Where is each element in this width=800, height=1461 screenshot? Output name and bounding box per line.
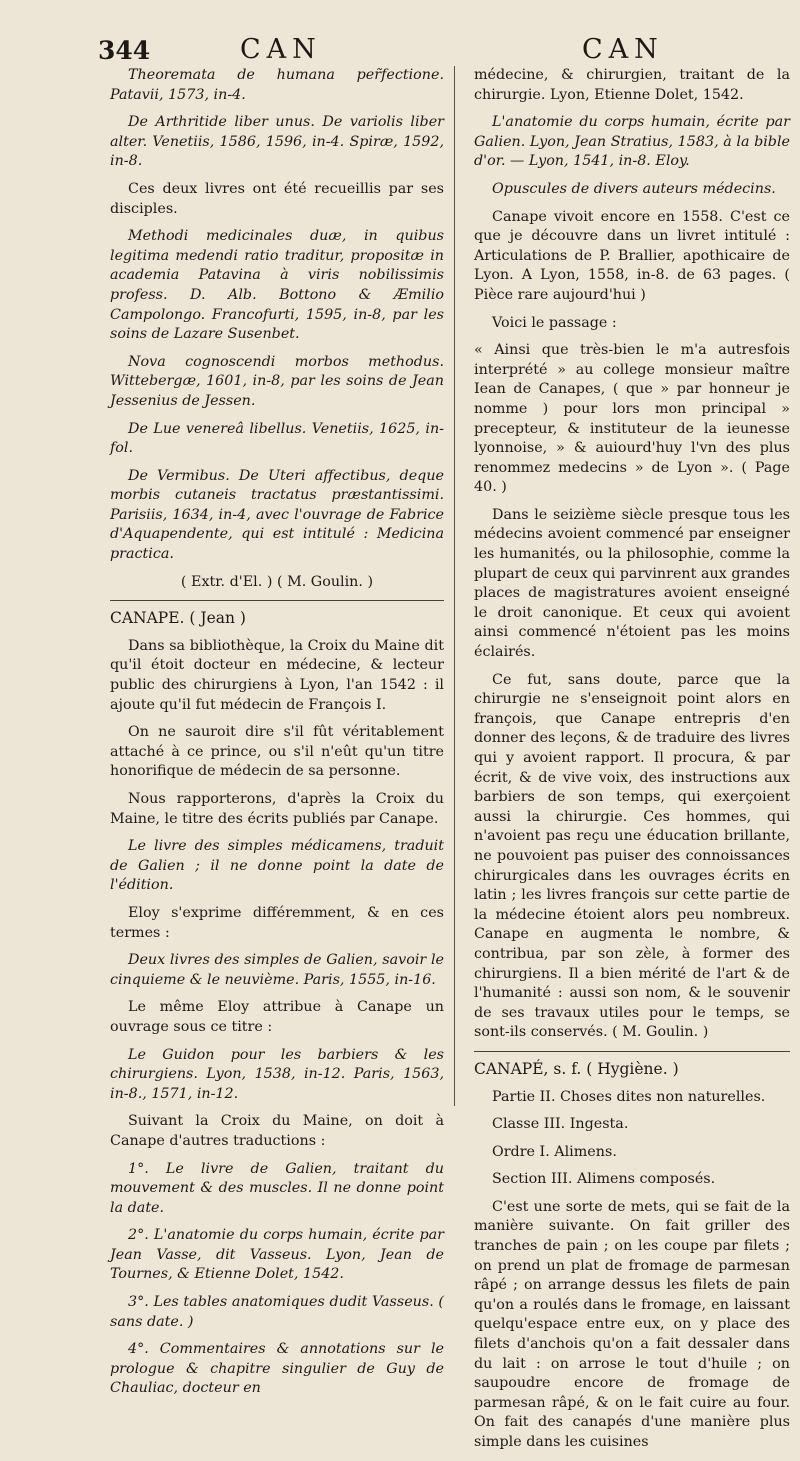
paragraph: Theoremata de humana per̃fectione. Patavii, 1573, in-4. <box>110 67 444 103</box>
list-item: 4°. Commentaires & annotations sur le prologue & chapitre singulier de Guy de Chauliac, docteur en <box>110 1341 444 1397</box>
paragraph: Methodi medicinales duæ, in quibus legitima medendi ratio traditur, propositæ in academia Patavina à viris nobilissimis profess. D. Alb. Bottono & Æmilio Campolongo. Francofurti, 1595, in-8, par les soins de Lazare Susenbet. <box>110 228 444 343</box>
paragraph: Voici le passage : <box>492 314 617 331</box>
paragraph: Le Guidon pour les barbiers & les chirurgiens. Lyon, 1538, in-12. Paris, 1563, in-8., 1571, in-12. <box>110 1046 444 1102</box>
running-head-left: CAN <box>240 34 322 65</box>
list-item: 1°. Le livre de Galien, traitant du mouvement & des muscles. Il ne donne point la date. <box>110 1160 444 1216</box>
section-rule <box>110 600 444 601</box>
classification-line: Ordre I. Alimens. <box>492 1143 617 1160</box>
quotation: « Ainsi que très-bien le m'a autresfois interprété » au college monsieur maître Iean de Canapes, ( que » par honneur je nomme ) pour lors mon principal » precepteur, & instituteur de la ieunesse lyonnoise, » & auiourd'huy l'vn des plus renommez medecins » de Lyon ». ( Page 40. ) <box>474 342 790 496</box>
left-column <box>110 66 444 1407</box>
paragraph: Nous rapporterons, d'après la Croix du Maine, le titre des écrits publiés par Canape. <box>110 791 444 827</box>
classification-line: Classe III. Ingesta. <box>492 1116 629 1133</box>
entry-heading-canape-jean: CANAPE. ( Jean ) <box>110 609 246 628</box>
source-citation: ( Extr. d'El. ) ( M. Goulin. ) <box>180 573 374 590</box>
column-divider <box>454 66 455 1106</box>
right-column <box>474 66 790 1461</box>
paragraph: De Vermibus. De Uteri affectibus, deque morbis cutaneis tractatus præstantissimi. Parisiis, 1634, in-4, avec l'ouvrage de Fabrice d'Aquapendente, qui est intitulé : Medicina practica. <box>110 467 444 563</box>
page-header <box>0 28 800 68</box>
paragraph: Suivant la Croix du Maine, on doit à Canape d'autres traductions : <box>110 1113 444 1149</box>
paragraph: Opuscules de divers auteurs médecins. <box>492 180 776 197</box>
classification-line: Section III. Alimens composés. <box>492 1171 716 1188</box>
paragraph: On ne sauroit dire s'il fût véritablement attaché à ce prince, ou s'il n'eût qu'un titre honorifique de médecin de sa personne. <box>110 724 444 780</box>
paragraph: Le livre des simples médicamens, traduit de Galien ; il ne donne point la date de l'édition. <box>110 838 444 894</box>
paragraph: Ces deux livres ont été recueillis par ses disciples. <box>110 180 444 217</box>
paragraph: Canape vivoit encore en 1558. C'est ce que je découvre dans un livret intitulé : Articulations de P. Brallier, apothicaire de Lyon. A Lyon, 1558, in-8. de 63 pages. ( Pièce rare aujourd'hui ) <box>474 208 790 303</box>
paragraph: Le même Eloy attribue à Canape un ouvrage sous ce titre : <box>110 999 444 1035</box>
paragraph: De Lue venereâ libellus. Venetiis, 1625, in-fol. <box>110 420 444 457</box>
paragraph: Eloy s'exprime différemment, & en ces termes : <box>110 904 444 941</box>
paragraph: Deux livres des simples de Galien, savoir le cinquieme & le neuvième. Paris, 1555, in-16. <box>110 952 444 988</box>
entry-heading-canape-hygiene: CANAPÉ, s. f. ( Hygiène. ) <box>474 1059 679 1078</box>
paragraph: L'anatomie du corps humain, écrite par Galien. Lyon, Jean Stratius, 1583, à la bible d'or. — Lyon, 1541, in-8. Eloy. <box>474 114 790 170</box>
section-rule <box>474 1051 790 1052</box>
paragraph: Ce fut, sans doute, parce que la chirurgie ne s'enseignoit point alors en françois, que Canape entrepris d'en donner des leçons, & de traduire des livres qui y avoient rapport. Il procura, & par écrit, & de vive voix, des instructions aux barbiers de son temps, qui exerçoient aussi la chirurgie. Ces hommes, qui n'avoient pas reçu une éducation brillante, ne pouvoient pas puiser des connoissances chirurgicales dans les ouvrages écrits en latin ; les livres françois sur cette partie de la médecine étoient alors peu nombreux. Canape en augmenta le nombre, & contribua, par son zèle, à former des chirurgiens. Il a bien mérité de l'art & de l'humanité : aussi son nom, & le souvenir de ses travaux utiles pour le temps, se sont-ils conservés. ( M. Goulin. ) <box>474 671 790 1041</box>
paragraph: médecine, & chirurgien, traitant de la chirurgie. Lyon, Etienne Dolet, 1542. <box>474 67 790 103</box>
paragraph: Dans le seizième siècle presque tous les médecins avoient commencé par enseigner les humanités, ou la philosophie, comme la plupart de ceux qui parvinrent aux grandes places de magistratures avoient enseigné le droit canonique. Et ceux qui avoient ainsi commencé n'étoient pas les moins éclairés. <box>474 506 790 661</box>
running-head-right: CAN <box>582 34 664 65</box>
paragraph: Dans sa bibliothèque, la Croix du Maine dit qu'il étoit docteur en médecine, & lecteur public des chirurgiens à Lyon, l'an 1542 : il ajoute qu'il fut médecin de François I. <box>110 637 444 713</box>
classification-line: Partie II. Choses dites non naturelles. <box>492 1088 766 1105</box>
paragraph: C'est une sorte de mets, qui se fait de la manière suivante. On fait griller des tranches de pain ; on les coupe par filets ; on prend un plat de fromage de parmesan râpé ; on arrange dessus les filets de pain qu'on a roulés dans le fromage, en laissant quelqu'espace entre eux, on y place des filets d'anchois qu'on a fait dessaler dans du lait : on arrose le tout d'huile ; on saupoudre encore de fromage de parmesan râpé, & on le fait cuire au four. On fait des canapés d'une manière plus simple dans les cuisines <box>474 1198 790 1450</box>
list-item: 2°. L'anatomie du corps humain, écrite par Jean Vasse, dit Vasseus. Lyon, Jean de Tournes, & Etienne Dolet, 1542. <box>110 1227 444 1283</box>
paragraph: Nova cognoscendi morbos methodus. Wittebergæ, 1601, in-8, par les soins de Jean Jessenius de Jessen. <box>110 353 444 409</box>
list-item: 3°. Les tables anatomiques dudit Vasseus. ( sans date. ) <box>110 1294 444 1330</box>
paragraph: De Arthritide liber unus. De variolis liber alter. Venetiis, 1586, 1596, in-4. Spiræ, 1592, in-8. <box>110 114 444 170</box>
page-number: 344 <box>98 36 151 65</box>
